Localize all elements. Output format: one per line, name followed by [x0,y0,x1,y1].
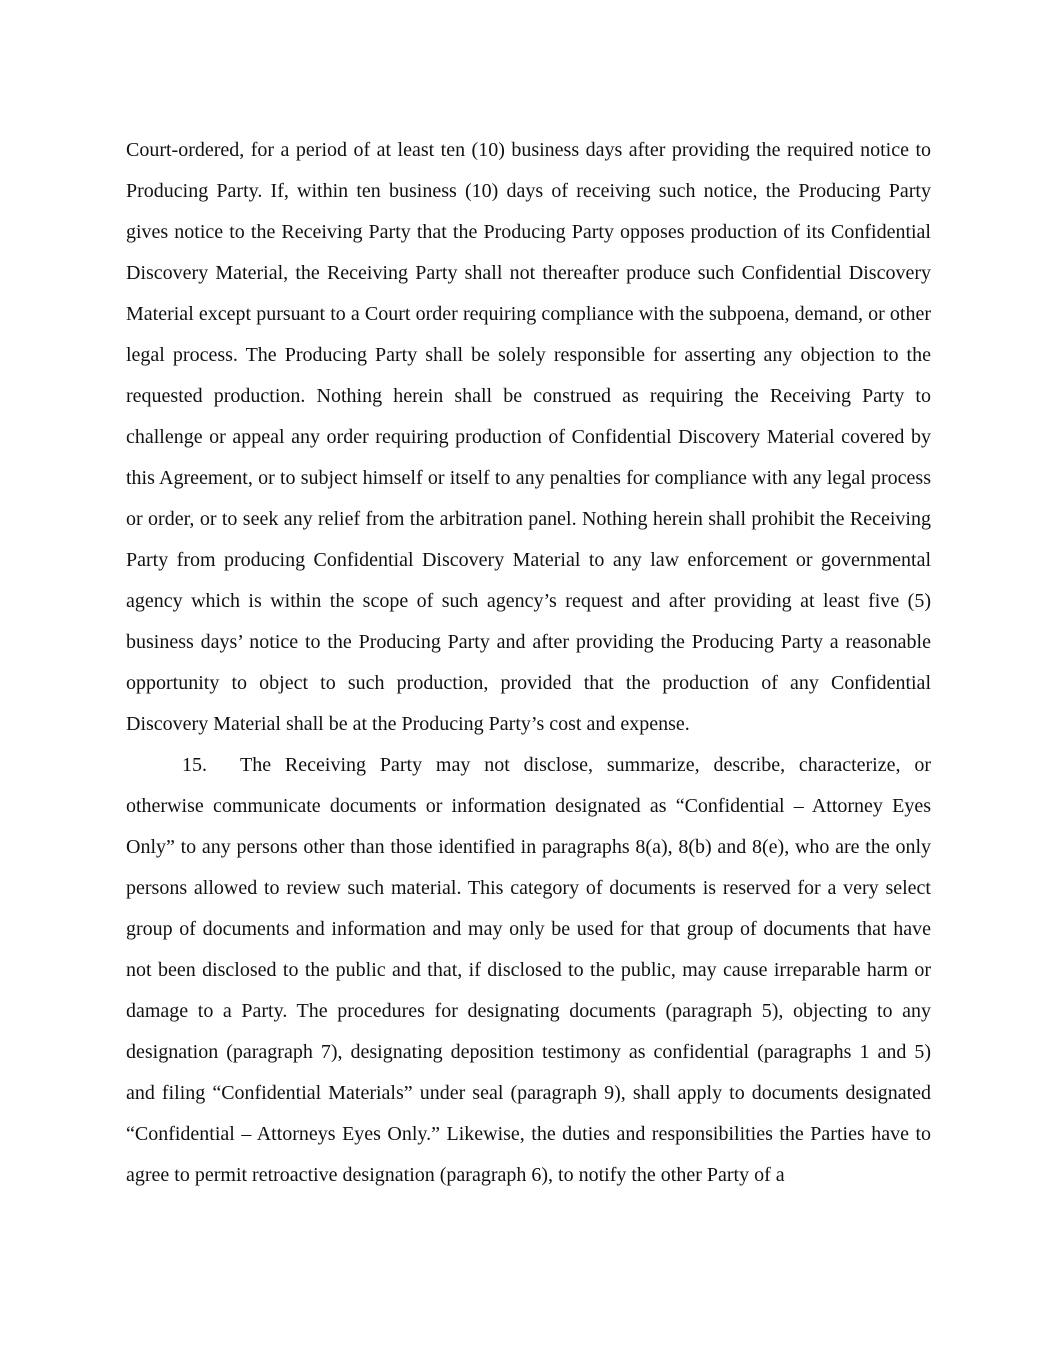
paragraph-15 [126,745,931,1196]
document-body [126,130,931,1196]
paragraph-continued: Court-ordered, for a period of at least ten (10) business days after providing the required notice to Producing Party. If, within ten business (10) days of receiving such notice, the Producing Party gives notice to the Receiving Party that the Producing Party opposes production of its Confidential Discovery Material, the Receiving Party shall not thereafter produce such Confidential Discovery Material except pursuant to a Court order requiring compliance with the subpoena, demand, or other legal process. The Producing Party shall be solely responsible for asserting any objection to the requested production. Nothing herein shall be construed as requiring the Receiving Party to challenge or appeal any order requiring production of Confidential Discovery Material covered by this Agreement, or to subject himself or itself to any penalties for compliance with any legal process or order, or to seek any relief from the arbitration panel. Nothing herein shall prohibit the Receiving Party from producing Confidential Discovery Material to any law enforcement or governmental agency which is within the scope of such agency’s request and after providing at least five (5) business days’ notice to the Producing Party and after providing the Producing Party a reasonable opportunity to object to such production, provided that the production of any Confidential Discovery Material shall be at the Producing Party’s cost and expense. [126,139,931,735]
paragraph-number: 15. [182,754,207,776]
paragraph-15-text: The Receiving Party may not disclose, summarize, describe, characterize, or otherwise communicate documents or information designated as “Confidential – Attorney Eyes Only” to any persons other than those identified in paragraphs 8(a), 8(b) and 8(e), who are the only persons allowed to review such material. This category of documents is reserved for a very select group of documents and information and may only be used for that group of documents that have not been disclosed to the public and that, if disclosed to the public, may cause irreparable harm or damage to a Party. The procedures for designating documents (paragraph 5), objecting to any designation (paragraph 7), designating deposition testimony as confidential (paragraphs 1 and 5) and filing “Confidential Materials” under seal (paragraph 9), shall apply to documents designated “Confidential – Attorneys Eyes Only.” Likewise, the duties and responsibilities the Parties have to agree to permit retroactive designation (paragraph 6), to notify the other Party of a [126,754,931,1186]
